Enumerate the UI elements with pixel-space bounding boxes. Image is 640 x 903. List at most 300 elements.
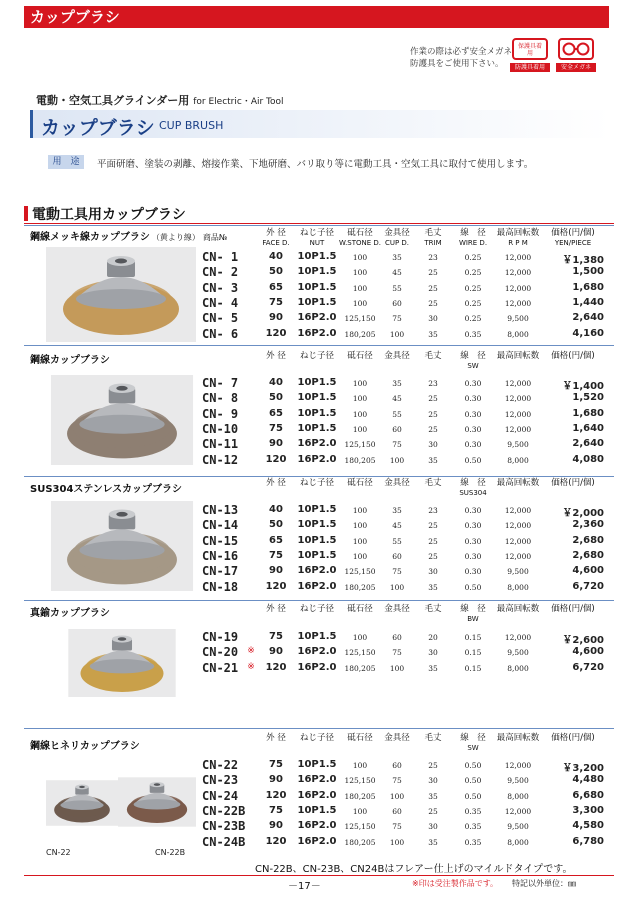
cell-rpm: 8,000: [507, 582, 529, 592]
group-title: 鋼線メッキ線カップブラシ （黄より線） 商品№: [30, 232, 228, 243]
cell-stone: 125,150: [344, 648, 376, 658]
column-header-rpm: 最高回転数: [496, 733, 540, 743]
cell-rpm: 12,000: [504, 379, 532, 388]
cell-wire: 0.50: [464, 791, 482, 801]
cell-price: 2,360: [572, 519, 604, 531]
cell-wire: 0.50: [464, 582, 482, 592]
column-header-wire: 線 径 BW: [460, 604, 486, 623]
cell-nut: 16P2.0: [297, 789, 337, 801]
cell-wire: 0.25: [464, 314, 482, 324]
column-header-stone: 砥石径: [347, 604, 373, 614]
column-header-wire: 線 径 SW: [460, 733, 486, 752]
page-header: カップブラシ: [24, 6, 609, 28]
cell-cup: 100: [389, 791, 405, 801]
cell-od: 90: [269, 820, 283, 832]
column-header-od: 外 径: [266, 733, 286, 743]
cell-trim: 25: [428, 761, 438, 770]
cell-stone: 100: [352, 298, 368, 308]
cell-od: 75: [269, 296, 283, 308]
column-header-wire: 線 径 SUS304: [459, 478, 487, 497]
column-header-trim: 毛丈: [424, 604, 442, 614]
cell-cup: 75: [392, 648, 402, 658]
cell-stone: 100: [352, 521, 368, 531]
cell-od: 65: [269, 407, 283, 419]
cell-stone: 125,150: [344, 440, 376, 450]
column-header-wire: 線 径 SW: [460, 351, 486, 370]
column-header-trim: 毛丈: [424, 478, 442, 488]
cell-cup: 35: [392, 379, 402, 388]
cell-trim: 30: [428, 776, 438, 786]
cell-rpm: 12,000: [504, 424, 532, 434]
cup-brush-photo-cn22b: [118, 760, 196, 844]
cell-od: 65: [269, 281, 283, 293]
cell-price: 4,160: [572, 327, 604, 339]
cell-model: CN-11: [202, 437, 239, 452]
cup-brush-photo: [46, 247, 196, 342]
column-header-stone: 砥石径: [347, 733, 373, 743]
cell-price: 1,680: [572, 281, 604, 293]
cell-model: CN-12: [202, 452, 239, 467]
cell-model: CN-22B: [202, 803, 246, 818]
cell-cup: 100: [389, 837, 405, 847]
column-header-nut: ねじ子径: [299, 733, 334, 743]
cell-wire: 0.35: [464, 837, 482, 847]
cell-cup: 75: [392, 314, 402, 324]
cell-od: 90: [269, 312, 283, 324]
cell-price: 1,680: [572, 407, 604, 419]
group-divider: [24, 728, 614, 729]
column-header-rpm: 最高回転数 R P M: [496, 228, 540, 247]
cell-cup: 60: [392, 761, 402, 770]
cell-od: 50: [269, 519, 283, 531]
cell-price: ￥3,200: [562, 763, 604, 774]
cell-mark: ※: [247, 646, 255, 657]
cell-model: CN-20: [202, 645, 239, 660]
cell-model: CN-15: [202, 533, 239, 548]
cell-trim: 23: [428, 253, 438, 262]
cell-trim: 25: [428, 283, 438, 293]
cell-model: CN-13: [202, 503, 239, 517]
cell-rpm: 12,000: [504, 633, 532, 642]
cell-stone: 100: [352, 409, 368, 419]
cell-nut: 10P1.5: [297, 549, 337, 561]
unit-note: 特記以外単位：㎜: [512, 879, 576, 888]
cell-stone: 125,150: [344, 314, 376, 324]
cell-price: 6,720: [572, 580, 604, 592]
cell-wire: 0.50: [464, 761, 482, 770]
group-divider: [24, 225, 614, 226]
cell-nut: 10P1.5: [297, 504, 337, 515]
cell-stone: 100: [352, 268, 368, 278]
group-divider: [24, 600, 614, 601]
column-header-od: 外 径 FACE D.: [262, 228, 290, 247]
cell-trim: 30: [428, 314, 438, 324]
cell-cup: 75: [392, 822, 402, 832]
cell-model: CN-10: [202, 421, 239, 436]
cell-rpm: 12,000: [504, 521, 532, 531]
cell-nut: 10P1.5: [297, 804, 337, 816]
cell-cup: 35: [392, 506, 402, 515]
cell-rpm: 8,000: [507, 455, 529, 465]
cell-model: CN-24B: [202, 834, 246, 849]
cell-nut: 16P2.0: [297, 774, 337, 786]
group-title: 鋼線ヒネリカップブラシ: [30, 741, 140, 752]
cell-od: 90: [269, 646, 283, 658]
cell-trim: 30: [428, 440, 438, 450]
cell-wire: 0.35: [464, 806, 482, 816]
cell-wire: 0.25: [464, 298, 482, 308]
cell-trim: 25: [428, 806, 438, 816]
cell-nut: 10P1.5: [297, 296, 337, 308]
page-number: －17－: [288, 881, 321, 892]
column-header-trim: 毛丈 TRIM: [424, 228, 442, 247]
usage-tag: 用 途: [48, 155, 84, 169]
column-header-rpm: 最高回転数: [496, 604, 540, 614]
cell-cup: 35: [392, 253, 402, 262]
cell-od: 50: [269, 266, 283, 278]
cell-rpm: 12,000: [504, 298, 532, 308]
cell-nut: 16P2.0: [297, 565, 337, 577]
cell-trim: 25: [428, 394, 438, 404]
cell-wire: 0.30: [464, 409, 482, 419]
cell-od: 40: [269, 251, 283, 262]
cell-trim: 25: [428, 268, 438, 278]
cell-cup: 75: [392, 440, 402, 450]
cell-od: 90: [269, 774, 283, 786]
column-header-price: 価格(円/個): [551, 604, 595, 614]
cell-stone: 100: [352, 806, 368, 816]
column-header-stone: 砥石径 W.STONE D.: [338, 228, 382, 247]
cell-price: 4,600: [572, 565, 604, 577]
cell-rpm: 8,000: [507, 329, 529, 339]
cell-model: CN- 3: [202, 280, 239, 295]
group-title: 真鍮カップブラシ: [30, 608, 110, 619]
cell-price: ￥1,400: [562, 381, 604, 392]
cell-wire: 0.35: [464, 329, 482, 339]
cell-rpm: 8,000: [507, 663, 529, 673]
group-divider: [24, 476, 614, 477]
cell-rpm: 9,500: [507, 567, 529, 577]
cell-cup: 45: [392, 268, 402, 278]
cell-rpm: 12,000: [504, 806, 532, 816]
cell-price: 1,520: [572, 392, 604, 404]
cup-brush-photo: [48, 375, 196, 465]
cell-price: 1,640: [572, 422, 604, 434]
cell-model: CN- 9: [202, 406, 239, 421]
cell-rpm: 9,500: [507, 822, 529, 832]
column-header-rpm: 最高回転数: [496, 351, 540, 361]
cell-od: 75: [269, 804, 283, 816]
cell-nut: 16P2.0: [297, 646, 337, 658]
cell-cup: 45: [392, 521, 402, 531]
cell-cup: 100: [389, 329, 405, 339]
cell-nut: 16P2.0: [297, 453, 337, 465]
cell-price: 1,440: [572, 296, 604, 308]
column-header-nut: ねじ子径: [299, 604, 334, 614]
cell-trim: 25: [428, 536, 438, 546]
protective-gear-icon: 保護具着用 防護具着用: [510, 38, 550, 72]
cell-od: 120: [265, 789, 287, 801]
cell-rpm: 9,500: [507, 314, 529, 324]
cell-trim: 35: [428, 663, 438, 673]
cell-rpm: 9,500: [507, 440, 529, 450]
column-header-od: 外 径: [266, 351, 286, 361]
cell-stone: 180,205: [344, 329, 376, 339]
safety-notice: 作業の際は必ず安全メガネ、 防護具をご使用下さい。: [410, 47, 520, 69]
column-header-price: 価格(円/個): [551, 733, 595, 743]
cell-wire: 0.50: [464, 455, 482, 465]
cell-nut: 10P1.5: [297, 281, 337, 293]
cell-trim: 23: [428, 506, 438, 515]
cell-nut: 10P1.5: [297, 422, 337, 434]
cell-trim: 25: [428, 409, 438, 419]
cell-rpm: 12,000: [504, 409, 532, 419]
cell-model: CN-14: [202, 518, 239, 533]
cell-price: 1,500: [572, 266, 604, 278]
column-header-trim: 毛丈: [424, 733, 442, 743]
cell-model: CN- 7: [202, 376, 239, 390]
cell-trim: 23: [428, 379, 438, 388]
cell-od: 65: [269, 534, 283, 546]
cell-rpm: 8,000: [507, 837, 529, 847]
cup-brush-photo: [48, 629, 196, 697]
cell-rpm: 12,000: [504, 253, 532, 262]
cell-nut: 16P2.0: [297, 820, 337, 832]
cell-cup: 100: [389, 455, 405, 465]
cell-rpm: 8,000: [507, 791, 529, 801]
cell-od: 120: [265, 580, 287, 592]
cell-nut: 10P1.5: [297, 266, 337, 278]
cell-model: CN-16: [202, 548, 239, 563]
cell-wire: 0.35: [464, 822, 482, 832]
cell-nut: 10P1.5: [297, 759, 337, 770]
column-header-rpm: 最高回転数: [496, 478, 540, 488]
cell-model: CN- 4: [202, 295, 239, 310]
cell-price: ￥2,000: [562, 508, 604, 519]
column-header-cup: 金具径: [384, 478, 410, 488]
cell-od: 120: [265, 661, 287, 673]
cell-trim: 35: [428, 791, 438, 801]
cell-price: 2,640: [572, 312, 604, 324]
cell-price: 2,680: [572, 534, 604, 546]
cell-cup: 60: [392, 424, 402, 434]
cell-od: 90: [269, 565, 283, 577]
footer-divider: [24, 875, 614, 876]
cell-wire: 0.30: [464, 521, 482, 531]
cell-stone: 180,205: [344, 791, 376, 801]
cell-model: CN-17: [202, 564, 239, 579]
cell-price: 6,720: [572, 661, 604, 673]
cell-cup: 75: [392, 776, 402, 786]
cell-price: 4,480: [572, 774, 604, 786]
cell-wire: 0.25: [464, 268, 482, 278]
cell-wire: 0.15: [464, 633, 482, 642]
cell-wire: 0.30: [464, 440, 482, 450]
cell-wire: 0.25: [464, 283, 482, 293]
cell-od: 120: [265, 327, 287, 339]
cell-od: 75: [269, 759, 283, 770]
cell-wire: 0.50: [464, 776, 482, 786]
cell-stone: 125,150: [344, 776, 376, 786]
made-to-order-note: ※印は受注製作品です。: [412, 879, 499, 888]
cell-stone: 180,205: [344, 582, 376, 592]
column-header-od: 外 径: [266, 604, 286, 614]
cell-trim: 30: [428, 822, 438, 832]
cell-nut: 16P2.0: [297, 580, 337, 592]
cell-cup: 60: [392, 298, 402, 308]
cell-trim: 35: [428, 455, 438, 465]
cell-trim: 25: [428, 521, 438, 531]
cell-price: 4,080: [572, 453, 604, 465]
column-header-nut: ねじ子径 NUT: [299, 228, 334, 247]
cell-cup: 55: [392, 536, 402, 546]
cell-nut: 16P2.0: [297, 438, 337, 450]
cell-rpm: 12,000: [504, 761, 532, 770]
cell-wire: 0.30: [464, 536, 482, 546]
cell-od: 75: [269, 422, 283, 434]
cell-wire: 0.30: [464, 394, 482, 404]
cell-wire: 0.25: [464, 253, 482, 262]
section-divider: [24, 223, 614, 224]
cell-price: 3,300: [572, 804, 604, 816]
cell-stone: 100: [352, 506, 368, 515]
column-header-stone: 砥石径: [347, 351, 373, 361]
cell-nut: 10P1.5: [297, 407, 337, 419]
column-header-nut: ねじ子径: [299, 478, 334, 488]
cell-stone: 125,150: [344, 822, 376, 832]
cell-model: CN- 5: [202, 311, 239, 326]
cup-brush-photo: [48, 501, 196, 591]
cell-trim: 25: [428, 551, 438, 561]
cell-rpm: 9,500: [507, 776, 529, 786]
cell-price: 6,780: [572, 835, 604, 847]
cell-od: 120: [265, 453, 287, 465]
cell-price: ￥1,380: [562, 255, 604, 266]
column-header-od: 外 径: [266, 478, 286, 488]
cell-cup: 75: [392, 567, 402, 577]
cell-price: 4,600: [572, 646, 604, 658]
cell-stone: 100: [352, 551, 368, 561]
cell-rpm: 12,000: [504, 268, 532, 278]
column-header-stone: 砥石径: [347, 478, 373, 488]
cell-nut: 10P1.5: [297, 392, 337, 404]
cell-cup: 45: [392, 394, 402, 404]
column-header-trim: 毛丈: [424, 351, 442, 361]
cell-price: 2,640: [572, 438, 604, 450]
cell-wire: 0.30: [464, 551, 482, 561]
column-header-cup: 金具径: [384, 351, 410, 361]
cell-stone: 100: [352, 283, 368, 293]
cell-nut: 16P2.0: [297, 835, 337, 847]
cell-model: CN-21: [202, 660, 239, 675]
cell-cup: 55: [392, 409, 402, 419]
group-divider: [24, 345, 614, 346]
cell-model: CN- 6: [202, 326, 239, 341]
cell-stone: 100: [352, 536, 368, 546]
column-header-wire: 線 径 WIRE D.: [458, 228, 488, 247]
cell-od: 75: [269, 549, 283, 561]
cell-stone: 125,150: [344, 567, 376, 577]
cell-model: CN-24: [202, 788, 239, 803]
cell-cup: 60: [392, 633, 402, 642]
cell-trim: 35: [428, 837, 438, 847]
column-header-price: 価格(円/個): [551, 351, 595, 361]
cell-model: CN- 8: [202, 391, 239, 406]
cell-price: ￥2,600: [562, 635, 604, 646]
cell-price: 2,680: [572, 549, 604, 561]
cell-trim: 30: [428, 648, 438, 658]
cell-rpm: 12,000: [504, 506, 532, 515]
cell-stone: 100: [352, 424, 368, 434]
cell-od: 50: [269, 392, 283, 404]
cell-model: CN-19: [202, 630, 239, 644]
cell-model: CN-22: [202, 758, 239, 772]
section-title: 電動工具用カップブラシ: [24, 204, 186, 224]
cell-stone: 100: [352, 633, 368, 642]
cell-stone: 100: [352, 253, 368, 262]
cell-model: CN-23B: [202, 819, 246, 834]
cell-model: CN-18: [202, 579, 239, 594]
cell-nut: 10P1.5: [297, 377, 337, 388]
cell-model: CN- 1: [202, 250, 239, 264]
cell-nut: 10P1.5: [297, 519, 337, 531]
cell-model: CN-23: [202, 773, 239, 788]
image-caption-left: CN-22: [46, 848, 71, 857]
column-header-price: 価格(円/個) YEN/PIECE: [551, 228, 595, 247]
cell-stone: 180,205: [344, 837, 376, 847]
cell-nut: 16P2.0: [297, 312, 337, 324]
cell-model: CN- 2: [202, 265, 239, 280]
cell-rpm: 9,500: [507, 648, 529, 658]
cell-nut: 10P1.5: [297, 631, 337, 642]
flare-note: CN-22B、CN-23B、CN24Bはフレアー仕上げのマイルドタイプです。: [255, 864, 573, 875]
safety-glasses-icon: 安全メガネ: [556, 38, 596, 72]
cell-price: 4,580: [572, 820, 604, 832]
cell-trim: 20: [428, 633, 438, 642]
cell-trim: 30: [428, 567, 438, 577]
cell-rpm: 12,000: [504, 536, 532, 546]
cell-rpm: 12,000: [504, 394, 532, 404]
column-header-cup: 金具径: [384, 604, 410, 614]
cup-brush-photo-cn22: [46, 762, 118, 844]
cell-wire: 0.30: [464, 379, 482, 388]
cell-wire: 0.30: [464, 506, 482, 515]
cell-cup: 100: [389, 582, 405, 592]
group-title: SUS304ステンレスカップブラシ: [30, 484, 183, 495]
cell-trim: 35: [428, 582, 438, 592]
cell-od: 40: [269, 377, 283, 388]
cell-nut: 16P2.0: [297, 327, 337, 339]
column-header-price: 価格(円/個): [551, 478, 595, 488]
cell-cup: 100: [389, 663, 405, 673]
cell-od: 40: [269, 504, 283, 515]
cell-wire: 0.15: [464, 663, 482, 673]
cell-stone: 100: [352, 394, 368, 404]
cell-stone: 100: [352, 761, 368, 770]
category-subtitle: 電動・空気工具グラインダー用 for Electric・Air Tool: [36, 94, 284, 107]
cell-price: 6,680: [572, 789, 604, 801]
cell-stone: 180,205: [344, 455, 376, 465]
cell-wire: 0.30: [464, 567, 482, 577]
cell-od: 90: [269, 438, 283, 450]
cell-mark: ※: [247, 661, 255, 672]
cell-nut: 10P1.5: [297, 251, 337, 262]
cell-stone: 180,205: [344, 663, 376, 673]
cell-nut: 16P2.0: [297, 661, 337, 673]
cell-wire: 0.15: [464, 648, 482, 658]
cell-nut: 10P1.5: [297, 534, 337, 546]
cell-wire: 0.30: [464, 424, 482, 434]
